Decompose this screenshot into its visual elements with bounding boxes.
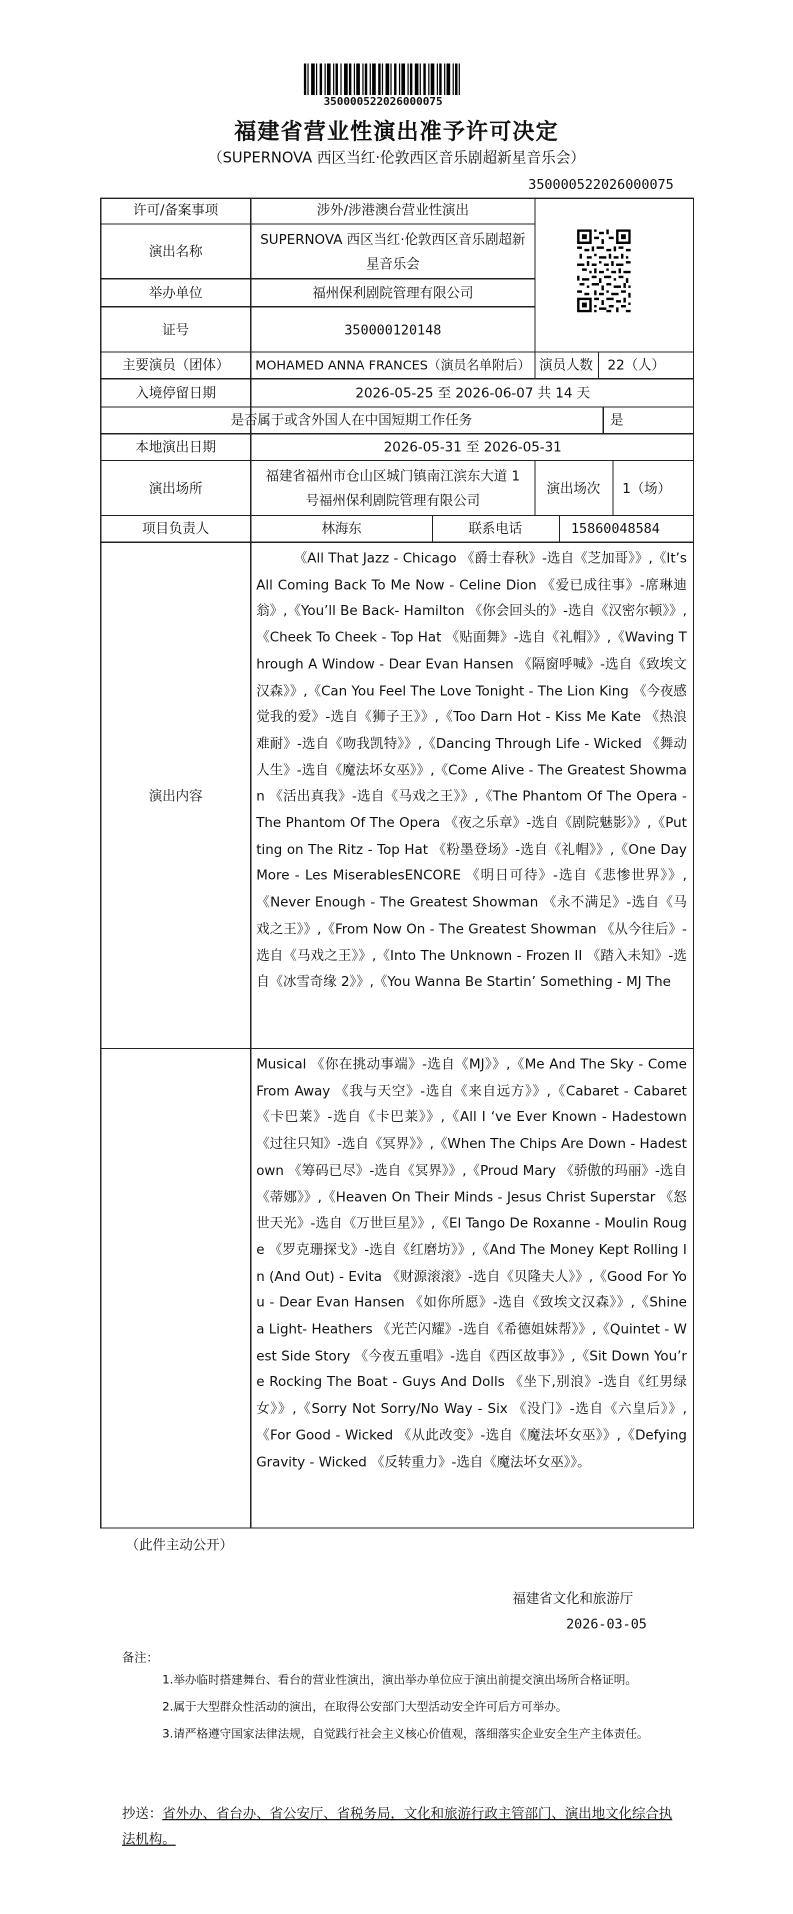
- value-project-lead: 林海东: [321, 520, 362, 537]
- note-item-1: 1.举办临时搭建舞台、看台的营业性演出，演出举办单位应于演出前提交演出场所合格证明。: [162, 1673, 637, 1688]
- value-venue: [251, 461, 534, 516]
- note-item-2: 2.属于大型群众性活动的演出，在取得公安部门大型活动安全许可后方可举办。: [162, 1700, 568, 1715]
- document-number: 350000522026000075: [528, 176, 674, 193]
- label-short-term-work: 是否属于或含外国人在中国短期工作任务: [230, 412, 473, 429]
- label-organizer: 举办单位: [148, 284, 203, 301]
- label-license-type: 许可/备案事项: [133, 202, 219, 219]
- value-local-dates: 2026-05-31 至 2026-05-31: [383, 439, 562, 456]
- cc-label: 抄送：: [122, 1805, 163, 1822]
- label-sessions: 演出场次: [546, 480, 601, 496]
- value-license-no: 350000120148: [344, 321, 442, 338]
- value-sessions: 1（场）: [622, 480, 671, 496]
- barcode-bars: [304, 63, 460, 95]
- value-show-name: [251, 224, 534, 279]
- show-name-text: SUPERNOVA 西区当红·伦敦西区音乐剧超新星音乐会: [260, 231, 526, 272]
- issue-date: 2026-03-05: [566, 1616, 647, 1633]
- public-note: （此件主动公开）: [125, 1537, 234, 1554]
- qr-code: [577, 229, 631, 314]
- label-main-performers: 主要演员（团体）: [122, 357, 230, 374]
- value-phone: 15860048584: [570, 520, 660, 537]
- note-item-3: 3.请严格遵守国家法律法规，自觉践行社会主义核心价值观，落细落实企业安全生产主体责任。: [162, 1727, 649, 1741]
- notes-label: 备注：: [122, 1651, 159, 1666]
- barcode-number: 350000522026000075: [323, 96, 443, 109]
- label-venue: 演出场所: [148, 480, 203, 496]
- value-content-part2: Musical 《你在挑动事端》-选自《MJ》》,《Me And The Sky - Come From Away 《我与天空》-选自《来自远方》》,《Cabaret - Cabaret 《卡巴莱》-选自《卡巴莱》》,《All I ‘ve Ever Known - Hadestown 《过往只知》-选自《冥界》》,《When The Chips Are Down - Hadestown 《筹码已尽》-选自《冥界》》,《Proud Mary 《骄傲的玛丽》-选自《蒂娜》》,《Heaven On Their Minds - Jesus Christ Superstar 《怒世天光》-选自《万世巨星》》,《El Tango De Roxanne - Moulin Rouge 《罗克珊探戈》-选自《红磨坊》》,《And The Money Kept Rolling In (And Out) - Evita 《财源滚滚》-选自《贝隆夫人》》,《Good For You - Dear Evan Hansen 《如你所愿》-选自《致埃文汉森》》,《Shine a Light- Heathers 《光芒闪耀》-选自《希德姐妹帮》》,《Quintet - West Side Story 《今夜五重唱》-选自《西区故事》》,《Sit Down You’re Rocking The Boat - Guys And Dolls 《坐下,别浪》-选自《红男绿女》》,《Sorry Not Sorry/No Way - Six 《没门》-选自《六皇后》》,《For Good - Wicked 《从此改变》-选自《魔法坏女巫》》,《Defying Gravity - Wicked 《反转重力》-选自《魔法坏女巫》》。: [256, 1056, 687, 1470]
- cc-recipients: 省外办、省台办、省公安厅、省税务局，文化和旅游行政主管部门、演出地文化综合执法机构。: [122, 1805, 673, 1848]
- label-phone: 联系电话: [468, 520, 523, 537]
- document-title: 福建省营业性演出准予许可决定: [234, 119, 559, 146]
- issuer: 福建省文化和旅游厅: [512, 1590, 634, 1607]
- label-license-no: 证号: [162, 321, 190, 338]
- license-table: [100, 198, 694, 1529]
- qr-code-image: [577, 229, 631, 312]
- value-organizer: 福州保利剧院管理有限公司: [312, 284, 474, 301]
- label-content: 演出内容: [148, 787, 203, 804]
- venue-text: 福建省福州市仓山区城门镇南江滨东大道 1 号福州保利剧院管理有限公司: [265, 467, 521, 509]
- label-project-lead: 项目负责人: [142, 520, 210, 537]
- document-subtitle: （SUPERNOVA 西区当红·伦敦西区音乐剧超新星音乐会）: [207, 148, 586, 166]
- value-license-type: 涉外/涉港澳台营业性演出: [316, 202, 469, 219]
- label-local-dates: 本地演出日期: [135, 439, 216, 456]
- label-show-name: 演出名称: [148, 243, 203, 260]
- value-performer-count: 22（人）: [607, 357, 665, 374]
- label-stay-dates: 入境停留日期: [135, 384, 216, 401]
- value-main-performers: MOHAMED ANNA FRANCES（演员名单附后）: [255, 358, 531, 374]
- value-short-term-work: 是: [610, 412, 624, 429]
- value-stay-dates: 2026-05-25 至 2026-06-07 共 14 天: [355, 384, 591, 401]
- label-performer-count: 演员人数: [539, 357, 593, 374]
- value-content-part1: 《All That Jazz - Chicago 《爵士春秋》-选自《芝加哥》》,《It’s All Coming Back To Me Now - Celine Dion 《爱已成往事》-席琳迪翁》,《You’ll Be Back- Hamilton 《你会回头的》-选自《汉密尔顿》》,《Cheek To Cheek - Top Hat 《贴面舞》-选自《礼帽》》,《Waving Through A Window - Dear Evan Hansen 《隔窗呼喊》-选自《致埃文汉森》》,《Can You Feel The Love Tonight - The Lion King 《今夜感觉我的爱》-选自《狮子王》》,《Too Darn Hot - Kiss Me Kate 《热浪难耐》-选自《吻我凯特》》,《Dancing Through Life - Wicked 《舞动人生》-选自《魔法坏女巫》》,《Come Alive - The Greatest Showman 《活出真我》-选自《马戏之王》》,《The Phantom Of The Opera - The Phantom Of The Opera 《夜之乐章》-选自《剧院魅影》》,《Putting on The Ritz - Top Hat 《粉墨登场》-选自《礼帽》》,《One Day More - Les MiserablesENCORE 《明日可待》-选自《悲惨世界》》,《Never Enough - The Greatest Showman 《永不满足》-选自《马戏之王》》,《From Now On - The Greatest Showman 《从今往后》-选自《马戏之王》》,《Into The Unknown - Frozen II 《踏入未知》-选自《冰雪奇缘 2》》,《You Wanna Be Startin’ Something - MJ The: [256, 550, 687, 990]
- cc-block: [122, 1801, 683, 1852]
